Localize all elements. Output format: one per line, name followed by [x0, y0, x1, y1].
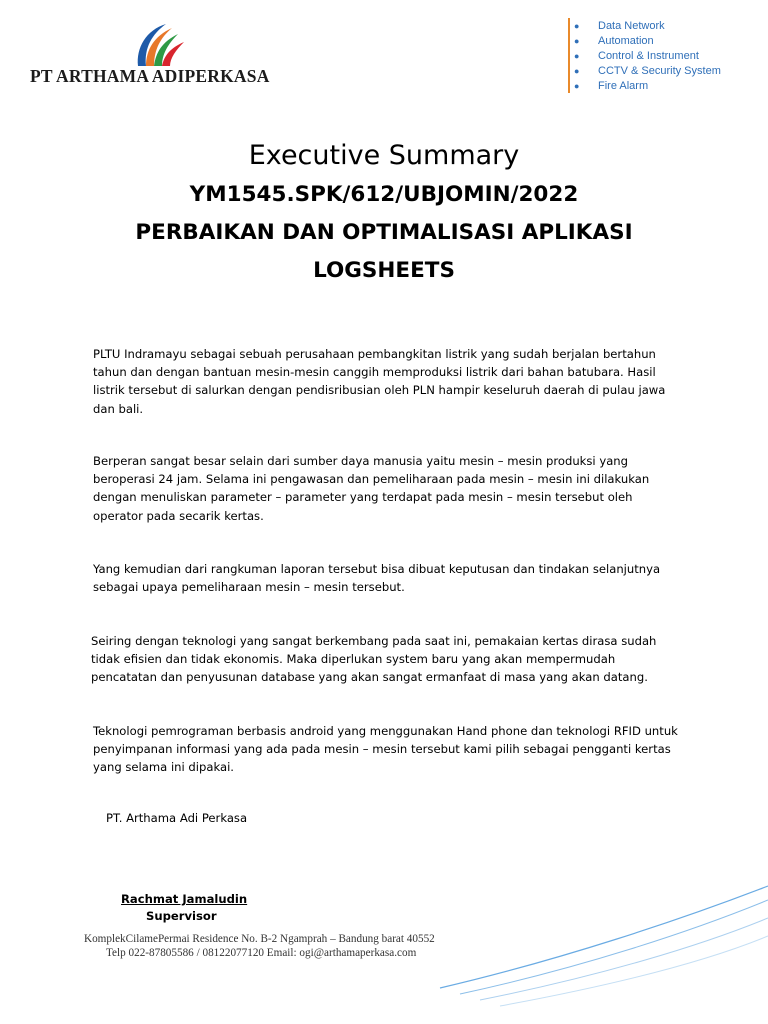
subject-line-1: PERBAIKAN DAN OPTIMALISASI APLIKASI: [135, 220, 633, 245]
signature-company: PT. Arthama Adi Perkasa: [106, 811, 248, 825]
service-label: Control & Instrument: [598, 49, 699, 62]
title-block: [0, 136, 768, 290]
service-item: [570, 78, 760, 93]
service-item: [570, 33, 760, 48]
bullet-icon: ●: [574, 35, 580, 46]
bullet-icon: ●: [574, 65, 580, 76]
subject-line-2: LOGSHEETS: [313, 258, 455, 283]
service-item: [570, 48, 760, 63]
footer-address: KomplekCilamePermai Residence No. B-2 Ngamprah – Bandung barat 40552: [84, 933, 435, 945]
paragraph-4: Seiring dengan teknologi yang sangat berkembang pada saat ini, pemakaian kertas dirasa sudah tidak efisien dan tidak ekonomis. Maka diperlukan system baru yang akan mempermudah pencatatan dan penyusunan database yang akan sangat ermanfaat di masa yang akan datang.: [91, 634, 657, 685]
service-label: Automation: [598, 34, 654, 47]
bullet-icon: ●: [574, 20, 580, 31]
services-list: [568, 18, 760, 93]
company-name: PT ARTHAMA ADIPERKASA: [30, 66, 270, 86]
bullet-icon: ●: [574, 50, 580, 61]
service-label: CCTV & Security System: [598, 64, 721, 77]
paragraph-1: PLTU Indramayu sebagai sebuah perusahaan pembangkitan listrik yang sudah berjalan bertahun tahun dan dengan bantuan mesin-mesin canggih memproduksi listrik dari bahan batubara. Hasil listrik tersebut di salurkan dengan pendisribusian oleh PLN hampir keseluruh daerah di pulau jawa dan bali.: [93, 347, 666, 416]
service-item: [570, 18, 760, 33]
company-logo: [30, 22, 290, 92]
reference-number: YM1545.SPK/612/UBJOMIN/2022: [189, 182, 579, 207]
paragraph-5: Teknologi pemrograman berbasis android yang menggunakan Hand phone dan teknologi RFID untuk penyimpanan informasi yang ada pada mesin – mesin tersebut kami pilih sebagai pengganti kertas yang selama ini dipakai.: [93, 724, 678, 775]
service-label: Data Network: [598, 19, 665, 32]
logo-swoosh-icon: [130, 22, 190, 68]
paragraph-2: Berperan sangat besar selain dari sumber daya manusia yaitu mesin – mesin produksi yang beroperasi 24 jam. Selama ini pengawasan dan pemeliharaan pada mesin – mesin ini dilakukan dengan menuliskan parameter – parameter yang terdapat pada mesin – mesin tersebut oleh operator pada secarik kertas.: [93, 454, 650, 523]
footer-address-block: [84, 932, 435, 960]
paragraph-3: Yang kemudian dari rangkuman laporan tersebut bisa dibuat keputusan dan tindakan selanjutnya sebagai upaya pemeliharaan mesin – mesin tersebut.: [93, 562, 661, 595]
document-title: Executive Summary: [248, 140, 520, 171]
signer-name: Rachmat Jamaludin: [121, 892, 248, 906]
signer-role: Supervisor: [146, 909, 217, 923]
bullet-icon: ●: [574, 80, 580, 91]
service-item: [570, 63, 760, 78]
service-label: Fire Alarm: [598, 79, 649, 92]
footer-contact: Telp 022-87805586 / 08122077120 Email: ogi@arthamaperkasa.com: [106, 947, 417, 959]
